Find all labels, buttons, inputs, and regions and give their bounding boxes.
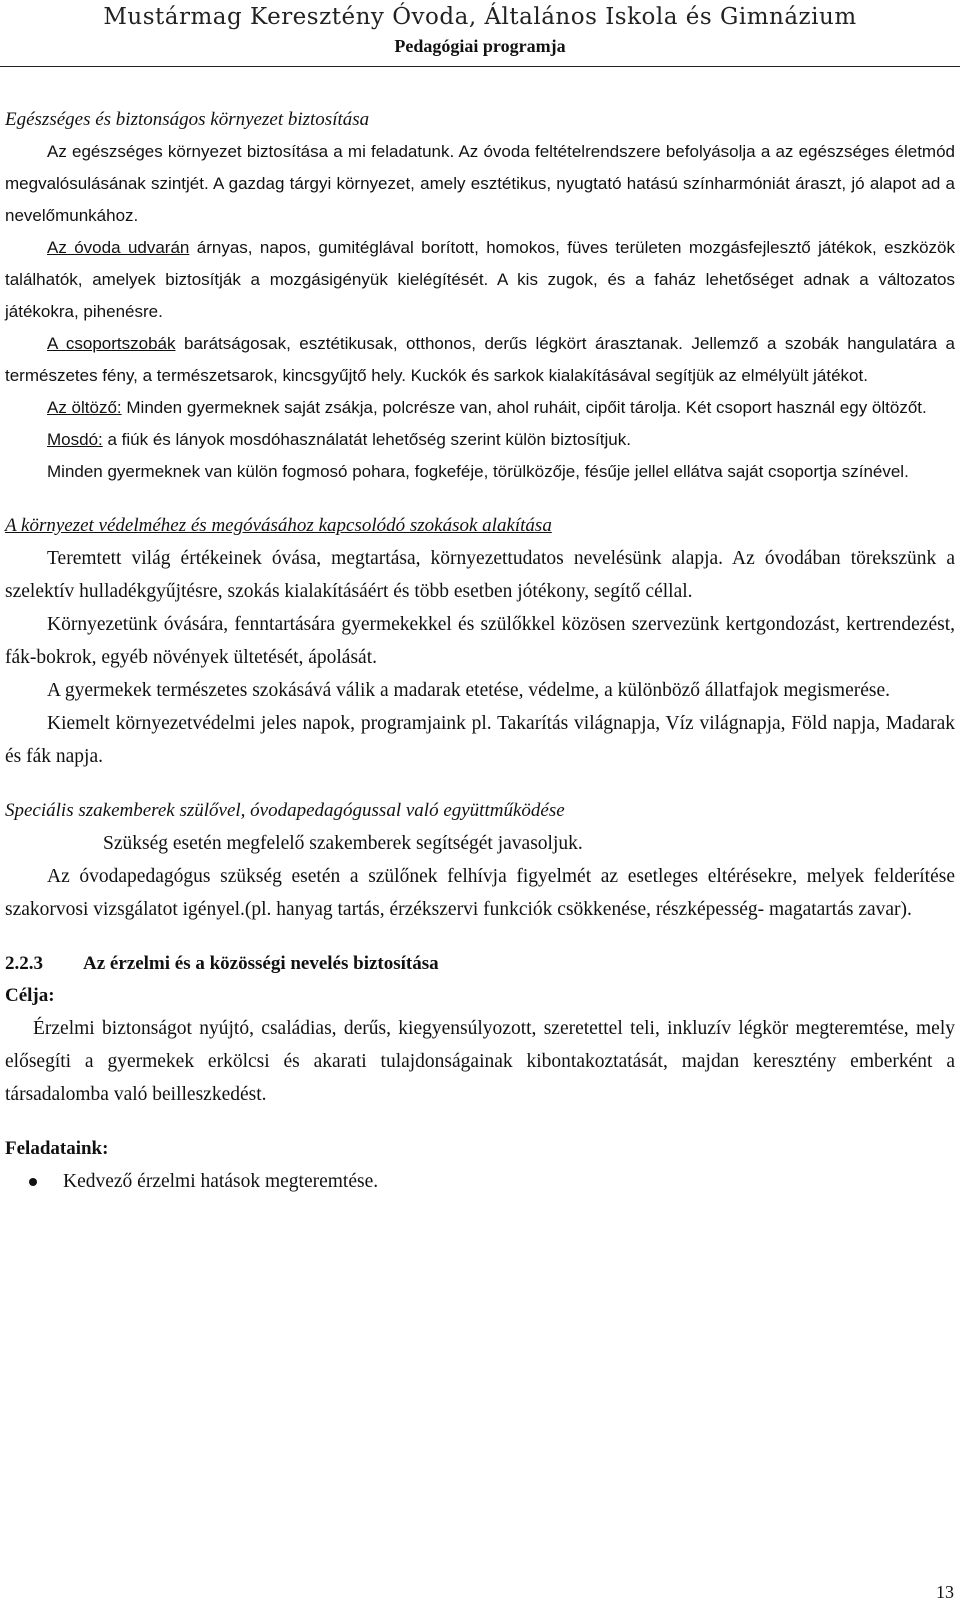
paragraph-text: árnyas, napos, gumitéglával borított, homokos, füves területen mozgásfejlesztő játékok, eszközök találhatók, amelyek biztosítják a mozgásigényük kielégítését. A kis zugok, és a faház lehetőséget adnak a változatos játékokra, pihenésre. <box>5 238 955 321</box>
list-item-text: Kedvező érzelmi hatások megteremtése. <box>63 1171 379 1192</box>
underlined-lead: Mosdó: <box>47 430 103 449</box>
paragraph-text: Teremtett világ értékeinek óvása, megtartása, környezettudatos nevelésünk alapja. Az óvodában törekszünk a szelektív hulladékgyűjtésre, szokás kialakításáért és több esetben jótékony, segítő céllal. <box>5 548 955 602</box>
paragraph-text: Az egészséges környezet biztosítása a mi feladatunk. Az óvoda feltételrendszere befolyásolja a az egészséges életmód megvalósulásának szintjét. A gazdag tárgyi környezet, amely esztétikus, nyugtató hatású színharmóniát áraszt, jó alapot ad a nevelőmunkához. <box>5 142 955 225</box>
paragraph-text: Környezetünk óvására, fenntartására gyermekekkel és szülőkkel közösen szervezünk kertgondozást, kertrendezést, fák-bokrok, egyéb növények ültetését, ápolását. <box>5 614 955 668</box>
paragraph <box>5 456 955 488</box>
goal-label: Célja: <box>5 985 55 1006</box>
paragraph <box>5 707 955 773</box>
section-title-specialists: Speciális szakemberek szülővel, óvodapedagógussal való együttműködése <box>5 800 565 821</box>
list-item <box>63 1165 955 1199</box>
underlined-lead: Az öltöző: <box>47 398 122 417</box>
paragraph <box>5 674 955 707</box>
paragraph <box>5 392 955 424</box>
paragraph-text: Szükség esetén megfelelő szakemberek segítségét javasoljuk. <box>103 833 583 854</box>
section-title-environment: Egészséges és biztonságos környezet biztosítása <box>5 109 370 130</box>
tasks-list <box>5 1165 955 1199</box>
paragraph <box>5 424 955 456</box>
paragraph <box>5 827 955 860</box>
paragraph <box>5 860 955 926</box>
paragraph-text: Minden gyermeknek van külön fogmosó pohara, fogkeféje, törülközője, fésűje jellel ellátva saját csoportja színével. <box>47 462 909 481</box>
section-number: 2.2.3 <box>5 953 43 974</box>
section-title-environment-protection: A környezet védelméhez és megóvásához kapcsolódó szokások alakítása <box>5 515 552 536</box>
paragraph <box>5 608 955 674</box>
paragraph <box>5 136 955 232</box>
tasks-label: Feladataink: <box>5 1138 109 1159</box>
paragraph <box>5 542 955 608</box>
underlined-lead: A csoportszobák <box>47 334 176 353</box>
paragraph-text: A gyermekek természetes szokásává válik a madarak etetése, védelme, a különböző állatfajok megismerése. <box>47 680 891 701</box>
paragraph-text: barátságosak, esztétikusak, otthonos, derűs légkört árasztanak. Jellemző a szobák hangulatára a természetes fény, a természetsarok, kincsgyűjtő hely. Kuckók és sarkok kialakításával segítjük az elmélyült játékot. <box>5 334 955 385</box>
paragraph <box>5 232 955 328</box>
section-heading-text: Az érzelmi és a közösségi nevelés biztosítása <box>83 953 439 974</box>
bullet-icon <box>29 1178 37 1186</box>
paragraph-text: Kiemelt környezetvédelmi jeles napok, programjaink pl. Takarítás világnapja, Víz világnapja, Föld napja, Madarak és fák napja. <box>5 713 955 767</box>
paragraph-text: Minden gyermeknek saját zsákja, polcrésze van, ahol ruháit, cipőit tárolja. Két csoport használ egy öltözőt. <box>121 398 927 417</box>
header-rule <box>0 66 960 67</box>
section-heading-2-2-3 <box>5 948 955 980</box>
paragraph-text: Az óvodapedagógus szükség esetén a szülőnek felhívja figyelmét az esetleges eltérésekre, melyek felderítése szakorvosi vizsgálatot igényel.(pl. hanyag tartás, érzékszervi funkciók csökkenése, részképesség- magatartás zavar). <box>5 866 955 920</box>
document-title: Pedagógiai programja <box>394 36 566 56</box>
underlined-lead: Az óvoda udvarán <box>47 238 190 257</box>
paragraph-text: a fiúk és lányok mosdóhasználatát lehetőség szerint külön biztosítjuk. <box>102 430 631 449</box>
paragraph-text: Érzelmi biztonságot nyújtó, családias, derűs, kiegyensúlyozott, szeretettel teli, inkluzív légkör megteremtése, mely elősegíti a gyermekek erkölcsi és akarati tulajdonságainak kibontakoztatását, majdan keresztény emberként a társadalomba való beilleszkedést. <box>5 1018 955 1105</box>
page-number: 13 <box>936 1582 954 1602</box>
page-content <box>5 104 955 1199</box>
paragraph <box>5 1012 955 1111</box>
paragraph <box>5 328 955 392</box>
school-name: Mustármag Keresztény Óvoda, Általános Iskola és Gimnázium <box>103 4 857 30</box>
